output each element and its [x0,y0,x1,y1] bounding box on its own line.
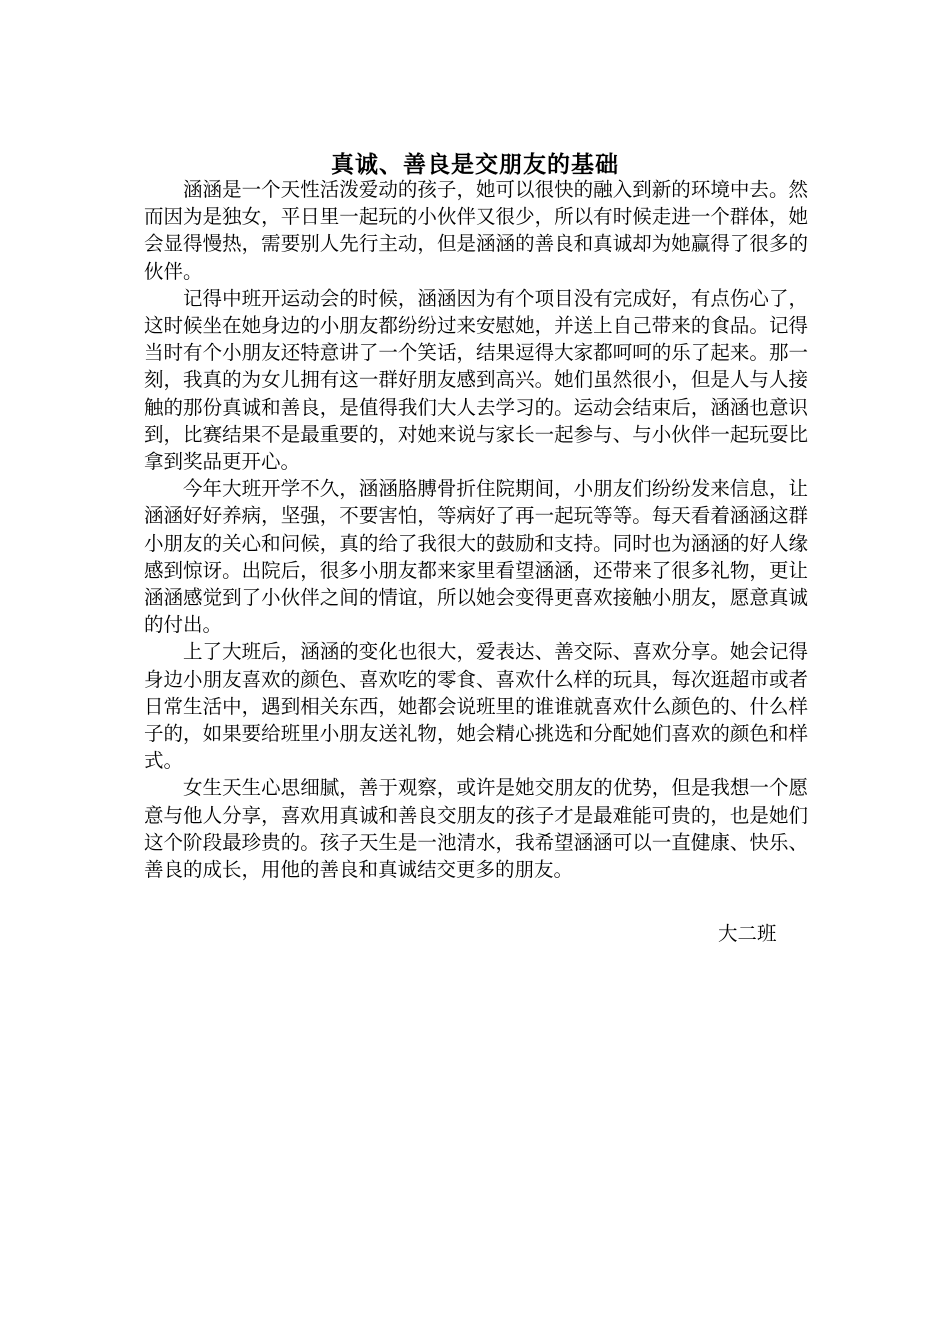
document-title: 真诚、善良是交朋友的基础 [331,151,619,179]
paragraph-3: 今年大班开学不久，涵涵胳膊骨折住院期间，小朋友们纷纷发来信息，让涵涵好好养病，坚强，不要害怕，等病好了再一起玩等等。每天看着涵涵这群小朋友的关心和问候，真的给了我很大的鼓励和支持。同时也为涵涵的好人缘感到惊讶。出院后，很多小朋友都来家里看望涵涵，还带来了很多礼物，更让涵涵感觉到了小伙伴之间的情谊，所以她会变得更喜欢接触小朋友，愿意真诚的付出。 [144,477,808,637]
paragraph-4: 上了大班后，涵涵的变化也很大，爱表达、善交际、喜欢分享。她会记得身边小朋友喜欢的颜色、喜欢吃的零食、喜欢什么样的玩具，每次逛超市或者日常生活中，遇到相关东西，她都会说班里的谁谁就喜欢什么颜色的、什么样子的，如果要给班里小朋友送礼物，她会精心挑选和分配她们喜欢的颜色和样式。 [144,640,808,773]
paragraph-1: 涵涵是一个天性活泼爱动的孩子，她可以很快的融入到新的环境中去。然而因为是独女，平日里一起玩的小伙伴又很少，所以有时候走进一个群体，她会显得慢热，需要别人先行主动，但是涵涵的善良和真诚却为她赢得了很多的伙伴。 [144,178,808,283]
paragraph-5: 女生天生心思细腻，善于观察，或许是她交朋友的优势，但是我想一个愿意与他人分享，喜欢用真诚和善良交朋友的孩子才是最难能可贵的，也是她们这个阶段最珍贵的。孩子天生是一池清水，我希望涵涵可以一直健康、快乐、善良的成长，用他的善良和真诚结交更多的朋友。 [144,776,808,882]
signature-class-name: 大二班 [718,922,777,945]
paragraph-2: 记得中班开运动会的时候，涵涵因为有个项目没有完成好，有点伤心了，这时候坐在她身边的小朋友都纷纷过来安慰她，并送上自己带来的食品。记得当时有个小朋友还特意讲了一个笑话，结果逗得大家都呵呵的乐了起来。那一刻，我真的为女儿拥有这一群好朋友感到高兴。她们虽然很小，但是人与人接触的那份真诚和善良，是值得我们大人去学习的。运动会结束后，涵涵也意识到，比赛结果不是最重要的，对她来说与家长一起参与、与小伙伴一起玩耍比拿到奖品更开心。 [144,286,808,474]
document-body [144,176,808,883]
